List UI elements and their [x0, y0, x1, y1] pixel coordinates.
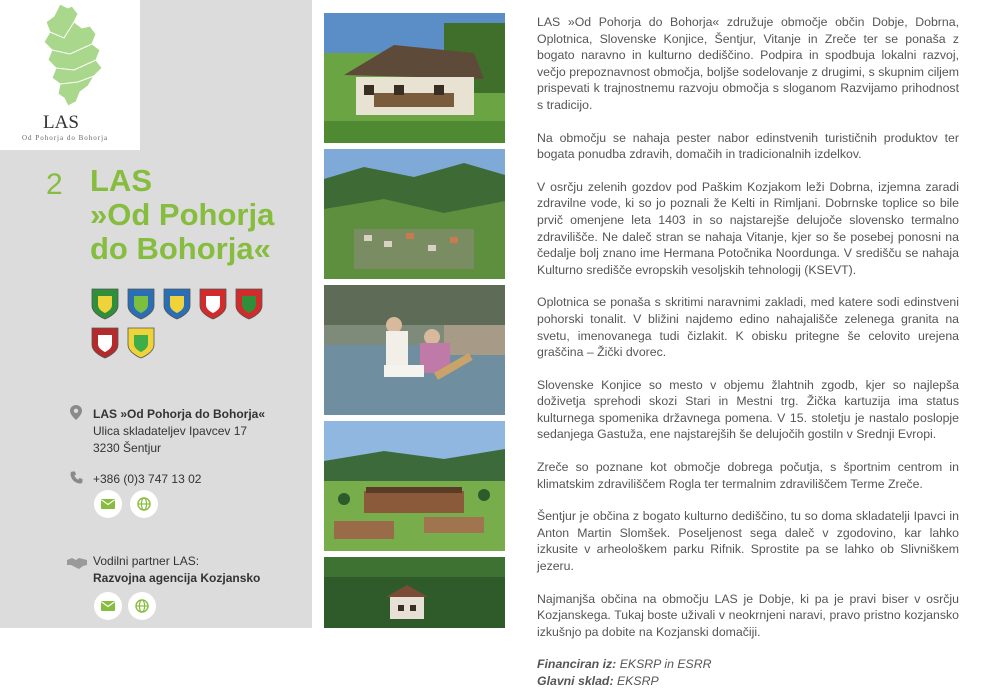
- paragraph-dobje: Najmanjša občina na območju LAS je Dobje, ki pa je pravi biser v osrčju Kozjanskega. Tukaj boste uživali v neokrnjeni naravi, pravo pristno kozjansko izkušnjo pa dobite na Kozjanski domačiji.: [537, 591, 959, 639]
- partner-website-button[interactable]: [128, 592, 156, 620]
- title-line-1: LAS: [90, 163, 152, 198]
- slovenske-konjice-crest: [199, 288, 227, 320]
- phone-icon: [70, 471, 83, 487]
- lead-partner-name: Razvojna agencija Kozjansko: [93, 571, 261, 585]
- paragraph-dobrna: V osrčju zelenih gozdov pod Paškim Kozjakom leži Dobrna, izjemna zaradi zdravilne vode, ki so jo poznali že Kelti in Rimljani. Dobrnske toplice so bile prvič omenjene leta 1403 in so najstarejše delujoče slovensko termalno zdravilišče. Ne daleč stran se nahaja Vitanje, kjer so še posebej ponosni na čedalje bolj znano ime Hermana Potočnika Noordunga. V središču se nahaja Kulturno središče evropskih vesoljskih tehnologij (KSEVT).: [537, 179, 959, 277]
- partner-email-button[interactable]: [94, 592, 122, 620]
- oplotnica-crest: [163, 288, 191, 320]
- photo-rogla-resort: [324, 421, 505, 551]
- financing-label: Financiran iz:: [537, 657, 617, 672]
- contact-website-button[interactable]: [130, 490, 158, 518]
- lead-partner: [93, 553, 260, 587]
- zrece-crest: [127, 327, 155, 359]
- section-title: [90, 164, 274, 266]
- las-logo: [0, 0, 140, 150]
- contact-address: [93, 406, 265, 457]
- lead-partner-label: Vodilni partner LAS:: [93, 554, 200, 568]
- mail-icon: [101, 601, 115, 611]
- financing-line: [537, 656, 959, 673]
- title-line-2: »Od Pohorja: [90, 197, 275, 232]
- contact-email-button[interactable]: [94, 490, 122, 518]
- contact-street: Ulica skladateljev Ipavcev 17: [93, 424, 248, 438]
- photo-valley-town: [324, 149, 505, 279]
- main-text: [537, 14, 959, 690]
- paragraph-oplotnica: Oplotnica se ponaša s skritimi naravnimi zakladi, med katere sodi edinstveni pohorski tonalit. V bližini najdemo edino nahajališče zelenega granita na svetu, imenovanega tudi čizlakit. K obisku pritegne še celovito urejena graščina – Žički dvorec.: [537, 295, 959, 360]
- mail-icon: [101, 499, 115, 509]
- paragraph-sentjur: Šentjur je občina z bogato kulturno dediščino, tu so doma skladatelji Ipavci in Anton Martin Slomšek. Poseljenost sega daleč v zgodovino, kar lahko izkusite v arheološkem parku Rifnik. Sprostite pa se lahko ob Slivniškem jezeru.: [537, 509, 959, 574]
- globe-icon: [137, 497, 151, 511]
- vitanje-crest: [91, 327, 119, 359]
- logo-name: LAS: [43, 112, 79, 133]
- paragraph-zrece: Zreče so poznane kot območje dobrega počutja, s športnim centrom in klimatskim zdraviliščem Rogla ter termalnim zdraviliščem Terme Zreče.: [537, 460, 959, 491]
- paragraph-konjice: Slovenske Konjice so mesto v objemu žlahtnih zgodb, kjer so najlepša doživetja sprehodi skozi Stari in Mestni trg. Žička kartuzija ima status kulturnega spomenika državnega pomena. V 15. stoletju je nastalo poslopje sedanjega Gastuža, ene najstarejših še delujočih gostiln v Srednji Evropi.: [537, 377, 959, 442]
- title-line-3: do Bohorja«: [90, 231, 271, 266]
- fund-line: [537, 673, 959, 690]
- handshake-icon: [67, 556, 87, 572]
- dobje-crest: [91, 288, 119, 320]
- sentjur-crest: [235, 288, 263, 320]
- logo-tagline: Od Pohorja do Bohorja: [22, 134, 109, 142]
- photo-women-washing: [324, 285, 505, 415]
- contact-city: 3230 Šentjur: [93, 441, 162, 455]
- fund-label: Glavni sklad:: [537, 674, 614, 688]
- region-map-icon: [30, 2, 105, 112]
- paragraph-products: Na območju se nahaja pester nabor edinstvenih turističnih produktov ter bogata ponudba zdravih, domačih in tradicionalnih izdelkov.: [537, 130, 959, 162]
- photo-forest-castle: [324, 557, 505, 628]
- financing-value: EKSRP in ESRR: [619, 657, 712, 672]
- location-pin-icon: [70, 405, 82, 423]
- contact-org-name: LAS »Od Pohorja do Bohorja«: [93, 407, 266, 421]
- dobrna-crest: [127, 288, 155, 320]
- fund-value: EKSRP: [616, 674, 659, 688]
- photo-wooden-house: [324, 13, 505, 143]
- globe-icon: [135, 599, 149, 613]
- section-number: 2: [46, 168, 63, 201]
- paragraph-intro: LAS »Od Pohorja do Bohorja« združuje območje občin Dobje, Dobrna, Oplotnica, Slovenske Konjice, Šentjur, Vitanje in Zreče ter se ponaša z bogato naravno in kulturno dediščino. Podpira in spodbuja lokalni razvoj, večjo prepoznavnost območja, boljše sodelovanje z drugimi, s skupnim ciljem prispevati k trajnostnemu razvoju območja s sloganom Razvijamo prihodnost s tradicijo.: [537, 15, 959, 112]
- contact-phone: +386 (0)3 747 13 02: [93, 472, 202, 486]
